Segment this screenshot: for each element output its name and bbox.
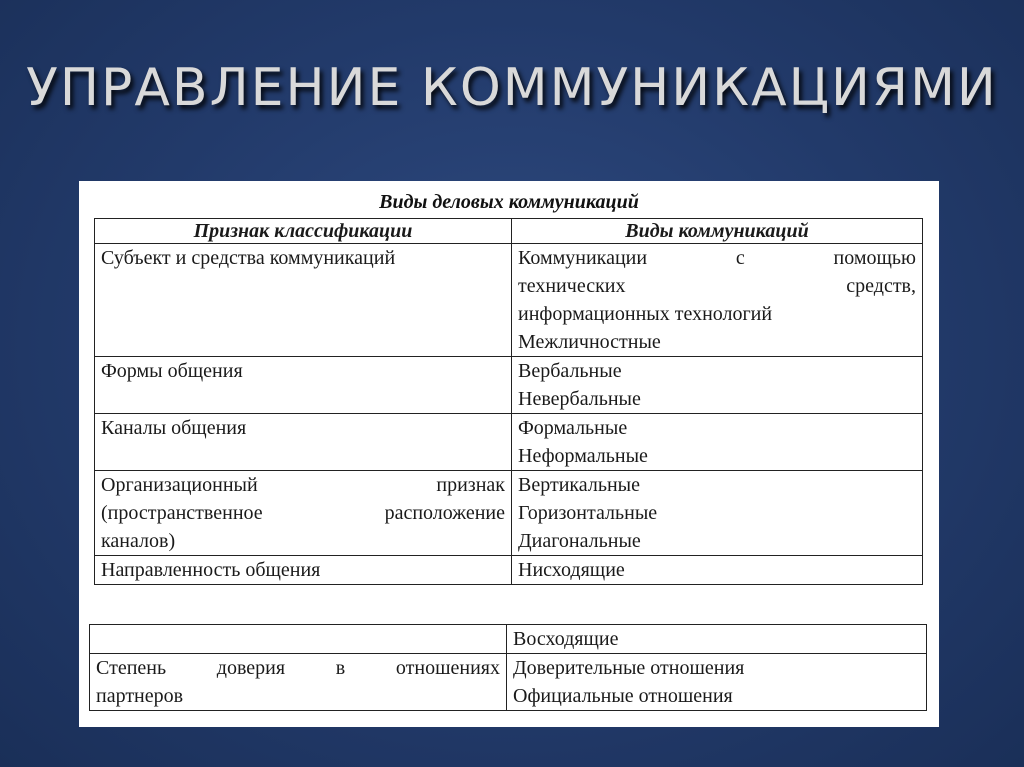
types-cell: [512, 244, 923, 357]
cell-line: Горизонтальные: [518, 502, 658, 524]
cell-line: [96, 625, 500, 653]
cell-line: Невербальные: [518, 388, 641, 410]
table-row: [95, 414, 923, 471]
cell-line: технических средств,: [518, 275, 916, 297]
cell-line: Организационный признак: [101, 474, 505, 496]
classification-table: [94, 218, 923, 585]
cell-line: каналов): [101, 530, 176, 552]
cell-line: Каналы общения: [101, 417, 247, 439]
types-cell: [507, 654, 927, 711]
table-row: [90, 654, 927, 711]
cell-line: Степень доверия в отношениях: [96, 657, 500, 679]
table-caption: Виды деловых коммуникаций: [379, 191, 639, 213]
criterion-cell: [95, 471, 512, 556]
table-image: [79, 181, 939, 727]
criterion-cell: [95, 357, 512, 414]
cell-line: Коммуникации с помощью: [518, 247, 916, 269]
table-row: [90, 625, 927, 654]
slide-title: УПРАВЛЕНИЕ КОММУНИКАЦИЯМИ: [26, 58, 998, 118]
cell-line: Вертикальные: [518, 474, 640, 496]
table-header-row: [95, 219, 923, 244]
table-row: [95, 244, 923, 357]
cell-line: Субъект и средства коммуникаций: [101, 247, 396, 269]
types-cell: [507, 625, 927, 654]
table-row: [95, 471, 923, 556]
cell-line: партнеров: [96, 685, 184, 707]
cell-line: (пространственное расположение: [101, 502, 505, 524]
cell-line: Официальные отношения: [513, 685, 733, 707]
criterion-cell: [90, 625, 507, 654]
cell-line: Направленность общения: [101, 559, 321, 581]
header-types: Виды коммуникаций: [512, 219, 923, 244]
types-cell: [512, 414, 923, 471]
cell-line: Межличностные: [518, 331, 661, 353]
criterion-cell: [90, 654, 507, 711]
cell-line: Диагональные: [518, 530, 641, 552]
cell-line: Неформальные: [518, 445, 648, 467]
cell-line: информационных технологий: [518, 303, 773, 325]
table-row: [95, 556, 923, 585]
continuation-table: [89, 624, 927, 711]
cell-line: Формы общения: [101, 360, 243, 382]
cell-line: Вербальные: [518, 360, 622, 382]
cell-line: Восходящие: [513, 628, 619, 650]
cell-line: Нисходящие: [518, 559, 625, 581]
cell-line: Формальные: [518, 417, 628, 439]
cell-line: Доверительные отношения: [513, 657, 745, 679]
types-cell: [512, 556, 923, 585]
header-criterion: Признак классификации: [95, 219, 512, 244]
criterion-cell: [95, 244, 512, 357]
table-row: [95, 357, 923, 414]
criterion-cell: [95, 556, 512, 585]
types-cell: [512, 471, 923, 556]
types-cell: [512, 357, 923, 414]
criterion-cell: [95, 414, 512, 471]
